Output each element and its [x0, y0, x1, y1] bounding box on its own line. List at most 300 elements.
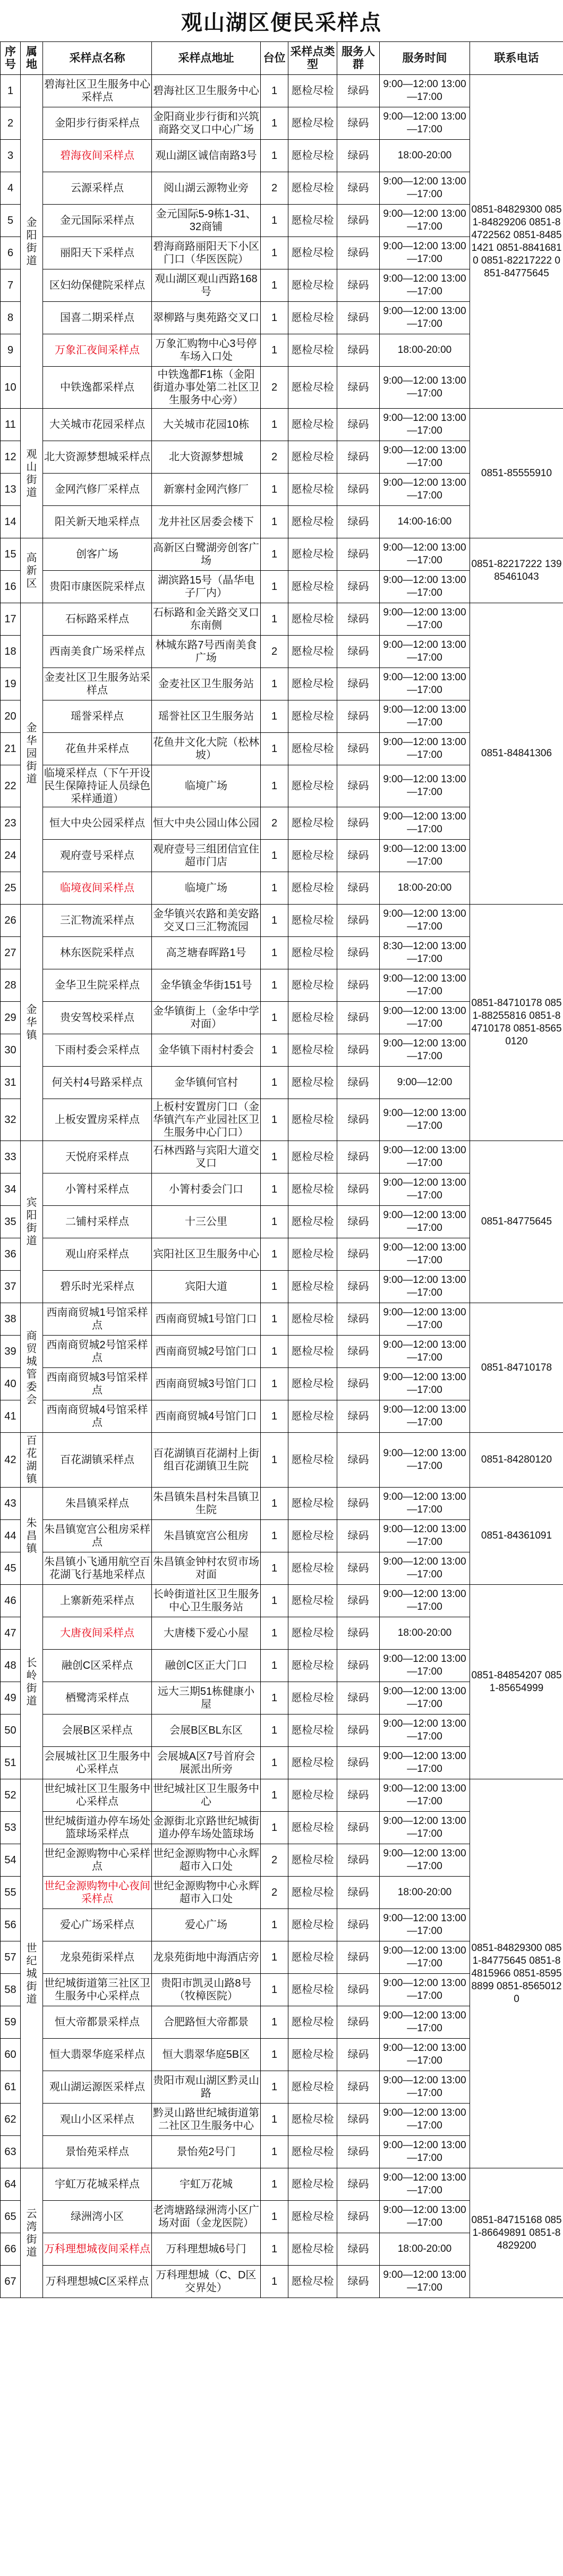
site-type: 愿检尽检 — [288, 1650, 337, 1682]
service-crowd: 绿码 — [337, 636, 380, 668]
header-no: 序号 — [1, 42, 21, 75]
site-type: 愿检尽检 — [288, 1552, 337, 1585]
site-name: 世纪金源购物中心采样点 — [43, 1844, 152, 1877]
service-time: 9:00—12:00 13:00—17:00 — [380, 1271, 470, 1303]
site-address: 黔灵山路世纪城街道第二社区卫生服务中心 — [152, 2104, 261, 2136]
site-name: 西南美食广场采样点 — [43, 636, 152, 668]
site-name: 上板安置房采样点 — [43, 1099, 152, 1141]
site-type: 愿检尽检 — [288, 1099, 337, 1141]
row-number: 31 — [1, 1067, 21, 1099]
site-name: 区妇幼保健院采样点 — [43, 269, 152, 302]
site-address: 瑶誉社区卫生服务站 — [152, 700, 261, 733]
contact-phone: 0851-84829300 0851-84775645 0851-84815966 0851-85958899 0851-85650120 — [470, 1779, 563, 2168]
row-number: 29 — [1, 1002, 21, 1034]
station-count: 1 — [261, 937, 288, 969]
service-time: 18:00-20:00 — [380, 334, 470, 367]
site-address: 融创C区正大门口 — [152, 1650, 261, 1682]
area-cell: 金华园街道 — [21, 603, 43, 905]
site-type: 愿检尽检 — [288, 1400, 337, 1433]
station-count: 1 — [261, 1974, 288, 2006]
site-address: 老湾塘路绿洲湾小区广场对面（金龙医院） — [152, 2201, 261, 2233]
row-number: 46 — [1, 1585, 21, 1617]
site-address: 世纪城社区卫生服务中心 — [152, 1779, 261, 1812]
service-time: 9:00—12:00 13:00—17:00 — [380, 1400, 470, 1433]
table-row — [1, 1303, 563, 1336]
site-address: 万科理想城（C、D区交界处） — [152, 2266, 261, 2298]
site-type: 愿检尽检 — [288, 367, 337, 409]
site-address: 林城东路7号西南美食广场 — [152, 636, 261, 668]
row-number: 3 — [1, 140, 21, 172]
service-time: 9:00—12:00 13:00—17:00 — [380, 237, 470, 269]
service-crowd: 绿码 — [337, 1002, 380, 1034]
site-type: 愿检尽检 — [288, 1271, 337, 1303]
service-time: 9:00—12:00 13:00—17:00 — [380, 1650, 470, 1682]
site-address: 宾阳社区卫生服务中心 — [152, 1238, 261, 1271]
site-type: 愿检尽检 — [288, 1488, 337, 1520]
site-type: 愿检尽检 — [288, 269, 337, 302]
row-number: 65 — [1, 2201, 21, 2233]
station-count: 1 — [261, 107, 288, 140]
station-count: 1 — [261, 2136, 288, 2168]
service-crowd: 绿码 — [337, 1206, 380, 1238]
header-crowd: 服务人群 — [337, 42, 380, 75]
service-time: 9:00—12:00 13:00—17:00 — [380, 905, 470, 937]
row-number: 10 — [1, 367, 21, 409]
header-area: 属地 — [21, 42, 43, 75]
page-title: 观山湖区便民采样点 — [181, 11, 382, 35]
site-address: 金华镇兴农路和美安路交叉口三汇物流园 — [152, 905, 261, 937]
site-name: 爱心广场采样点 — [43, 1909, 152, 1941]
contact-phone: 0851-84841306 — [470, 603, 563, 905]
row-number: 55 — [1, 1877, 21, 1909]
station-count: 1 — [261, 1206, 288, 1238]
row-number: 50 — [1, 1714, 21, 1747]
row-number: 25 — [1, 872, 21, 905]
area-cell: 云湾街道 — [21, 2168, 43, 2298]
site-name: 恒大帝都景采样点 — [43, 2006, 152, 2039]
station-count: 1 — [261, 1520, 288, 1552]
site-name: 世纪城街道第三社区卫生服务中心采样点 — [43, 1974, 152, 2006]
site-name: 北大资源梦想城采样点 — [43, 441, 152, 474]
station-count: 1 — [261, 1099, 288, 1141]
service-crowd: 绿码 — [337, 2039, 380, 2071]
service-time: 9:00—12:00 13:00—17:00 — [380, 1034, 470, 1067]
site-name: 百花湖镇采样点 — [43, 1433, 152, 1488]
service-time: 9:00—12:00 13:00—17:00 — [380, 2039, 470, 2071]
site-name: 金华卫生院采样点 — [43, 969, 152, 1002]
service-crowd: 绿码 — [337, 1941, 380, 1974]
station-count: 1 — [261, 237, 288, 269]
site-type: 愿检尽检 — [288, 872, 337, 905]
service-crowd: 绿码 — [337, 1682, 380, 1714]
station-count: 1 — [261, 1336, 288, 1368]
site-type: 愿检尽检 — [288, 2136, 337, 2168]
site-type: 愿检尽检 — [288, 1812, 337, 1844]
row-number: 15 — [1, 538, 21, 571]
site-type: 愿检尽检 — [288, 1747, 337, 1779]
site-type: 愿检尽检 — [288, 1002, 337, 1034]
service-crowd: 绿码 — [337, 1173, 380, 1206]
site-type: 愿检尽检 — [288, 1141, 337, 1173]
header-name: 采样点名称 — [43, 42, 152, 75]
site-type: 愿检尽检 — [288, 2039, 337, 2071]
site-type: 愿检尽检 — [288, 1974, 337, 2006]
site-address: 会展B区BL东区 — [152, 1714, 261, 1747]
site-name: 金网汽修厂采样点 — [43, 474, 152, 506]
station-count: 1 — [261, 1714, 288, 1747]
service-time: 9:00—12:00 13:00—17:00 — [380, 840, 470, 872]
row-number: 63 — [1, 2136, 21, 2168]
site-address: 观山湖区观山西路168号 — [152, 269, 261, 302]
site-name: 龙泉苑街采样点 — [43, 1941, 152, 1974]
site-type: 愿检尽检 — [288, 969, 337, 1002]
row-number: 43 — [1, 1488, 21, 1520]
station-count: 1 — [261, 1617, 288, 1650]
service-time: 9:00—12:00 13:00—17:00 — [380, 1941, 470, 1974]
site-address: 朱昌镇宽宫公租房 — [152, 1520, 261, 1552]
row-number: 35 — [1, 1206, 21, 1238]
header-count: 台位 — [261, 42, 288, 75]
row-number: 6 — [1, 237, 21, 269]
station-count: 1 — [261, 733, 288, 765]
table-row — [1, 1779, 563, 1812]
service-crowd: 绿码 — [337, 1585, 380, 1617]
site-type: 愿检尽检 — [288, 1034, 337, 1067]
site-name: 上寨新苑采样点 — [43, 1585, 152, 1617]
site-address: 恒大翡翠华庭5B区 — [152, 2039, 261, 2071]
row-number: 24 — [1, 840, 21, 872]
row-number: 5 — [1, 205, 21, 237]
site-type: 愿检尽检 — [288, 1303, 337, 1336]
row-number: 2 — [1, 107, 21, 140]
service-time: 9:00—12:00 13:00—17:00 — [380, 733, 470, 765]
station-count: 1 — [261, 1271, 288, 1303]
row-number: 53 — [1, 1812, 21, 1844]
station-count: 1 — [261, 2233, 288, 2266]
service-crowd: 绿码 — [337, 1877, 380, 1909]
service-crowd: 绿码 — [337, 1336, 380, 1368]
contact-phone: 0851-84829300 0851-84829206 0851-84722562 0851-84851421 0851-88416810 0851-82217222 0851-84775645 — [470, 75, 563, 409]
service-crowd: 绿码 — [337, 1034, 380, 1067]
service-time: 9:00—12:00 13:00—17:00 — [380, 2006, 470, 2039]
sampling-points-table — [0, 41, 563, 2298]
site-name: 三汇物流采样点 — [43, 905, 152, 937]
site-type: 愿检尽检 — [288, 1617, 337, 1650]
row-number: 56 — [1, 1909, 21, 1941]
site-name: 碧海夜间采样点 — [43, 140, 152, 172]
row-number: 36 — [1, 1238, 21, 1271]
table-row — [1, 1433, 563, 1488]
site-name: 西南商贸城1号馆采样点 — [43, 1303, 152, 1336]
row-number: 62 — [1, 2104, 21, 2136]
site-name: 二铺村采样点 — [43, 1206, 152, 1238]
site-name: 西南商贸城3号馆采样点 — [43, 1368, 152, 1400]
service-time: 9:00—12:00 13:00—17:00 — [380, 2266, 470, 2298]
site-name: 观山湖运源医采样点 — [43, 2071, 152, 2104]
site-type: 愿检尽检 — [288, 603, 337, 636]
contact-phone: 0851-85555910 — [470, 409, 563, 538]
site-name: 云源采样点 — [43, 172, 152, 205]
row-number: 61 — [1, 2071, 21, 2104]
header-phone: 联系电话 — [470, 42, 563, 75]
service-crowd: 绿码 — [337, 872, 380, 905]
table-row — [1, 2168, 563, 2201]
row-number: 41 — [1, 1400, 21, 1433]
row-number: 33 — [1, 1141, 21, 1173]
table-row — [1, 905, 563, 937]
service-crowd: 绿码 — [337, 1271, 380, 1303]
area-cell: 世纪城街道 — [21, 1779, 43, 2168]
service-crowd: 绿码 — [337, 140, 380, 172]
contact-phone: 0851-84854207 0851-85654999 — [470, 1585, 563, 1779]
site-type: 愿检尽检 — [288, 2168, 337, 2201]
row-number: 9 — [1, 334, 21, 367]
service-time: 9:00—12:00 13:00—17:00 — [380, 1141, 470, 1173]
site-name: 朱昌镇小飞通用航空百花湖飞行基地采样点 — [43, 1552, 152, 1585]
site-address: 观府壹号三组团信宜住超市门店 — [152, 840, 261, 872]
service-crowd: 绿码 — [337, 937, 380, 969]
service-time: 9:00—12:00 13:00—17:00 — [380, 1909, 470, 1941]
site-address: 贵阳市凯灵山路8号（牧樟医院） — [152, 1974, 261, 2006]
site-name: 观山府采样点 — [43, 1238, 152, 1271]
site-address: 朱昌镇金钟村农贸市场对面 — [152, 1552, 261, 1585]
service-time: 9:00—12:00 13:00—17:00 — [380, 205, 470, 237]
site-name: 朱昌镇宽宫公租房采样点 — [43, 1520, 152, 1552]
site-address: 新寨村金网汽修厂 — [152, 474, 261, 506]
station-count: 1 — [261, 75, 288, 107]
site-address: 西南商贸城1号馆门口 — [152, 1303, 261, 1336]
site-type: 愿检尽检 — [288, 172, 337, 205]
site-type: 愿检尽检 — [288, 1941, 337, 1974]
site-address: 高新区白鹭湖旁创客广场 — [152, 538, 261, 571]
site-type: 愿检尽检 — [288, 765, 337, 807]
row-number: 51 — [1, 1747, 21, 1779]
site-type: 愿检尽检 — [288, 807, 337, 840]
site-type: 愿检尽检 — [288, 538, 337, 571]
site-type: 愿检尽检 — [288, 733, 337, 765]
site-type: 愿检尽检 — [288, 1585, 337, 1617]
row-number: 26 — [1, 905, 21, 937]
site-name: 朱昌镇采样点 — [43, 1488, 152, 1520]
site-address: 临境广场 — [152, 872, 261, 905]
service-crowd: 绿码 — [337, 2233, 380, 2266]
row-number: 48 — [1, 1650, 21, 1682]
site-address: 贵阳市观山湖区黔灵山路 — [152, 2071, 261, 2104]
site-address: 小箐村委会门口 — [152, 1173, 261, 1206]
station-count: 1 — [261, 302, 288, 334]
site-address: 金华镇何官村 — [152, 1067, 261, 1099]
row-number: 32 — [1, 1099, 21, 1141]
site-name: 世纪城社区卫生服务中心采样点 — [43, 1779, 152, 1812]
site-name: 融创C区采样点 — [43, 1650, 152, 1682]
site-address: 景怡苑2号门 — [152, 2136, 261, 2168]
site-type: 愿检尽检 — [288, 2233, 337, 2266]
table-row — [1, 538, 563, 571]
site-address: 金华镇金华街151号 — [152, 969, 261, 1002]
service-time: 9:00—12:00 13:00—17:00 — [380, 441, 470, 474]
site-address: 万科理想城6号门 — [152, 2233, 261, 2266]
table-row — [1, 603, 563, 636]
site-type: 愿检尽检 — [288, 237, 337, 269]
service-time: 9:00—12:00 13:00—17:00 — [380, 1433, 470, 1488]
site-name: 碧乐时光采样点 — [43, 1271, 152, 1303]
service-time: 18:00-20:00 — [380, 2233, 470, 2266]
site-type: 愿检尽检 — [288, 937, 337, 969]
site-address: 金华镇下雨村村委会 — [152, 1034, 261, 1067]
site-address: 金元国际5-9栋1-31、32商铺 — [152, 205, 261, 237]
station-count: 1 — [261, 1400, 288, 1433]
row-number: 16 — [1, 571, 21, 603]
service-crowd: 绿码 — [337, 1779, 380, 1812]
row-number: 37 — [1, 1271, 21, 1303]
station-count: 1 — [261, 1002, 288, 1034]
area-cell: 宾阳街道 — [21, 1141, 43, 1303]
service-time: 9:00—12:00 13:00—17:00 — [380, 1206, 470, 1238]
row-number: 47 — [1, 1617, 21, 1650]
service-time: 9:00—12:00 13:00—17:00 — [380, 409, 470, 441]
row-number: 39 — [1, 1336, 21, 1368]
station-count: 1 — [261, 1433, 288, 1488]
site-address: 阅山湖云源物业旁 — [152, 172, 261, 205]
service-crowd: 绿码 — [337, 2071, 380, 2104]
station-count: 1 — [261, 1368, 288, 1400]
service-crowd: 绿码 — [337, 733, 380, 765]
service-crowd: 绿码 — [337, 2136, 380, 2168]
station-count: 2 — [261, 367, 288, 409]
service-time: 9:00—12:00 13:00—17:00 — [380, 2104, 470, 2136]
service-crowd: 绿码 — [337, 668, 380, 700]
site-type: 愿检尽检 — [288, 409, 337, 441]
site-address: 会展城A区7号首府会展派出所旁 — [152, 1747, 261, 1779]
site-address: 碧海商路丽阳天下小区门口（华医医院） — [152, 237, 261, 269]
station-count: 1 — [261, 538, 288, 571]
table-row — [1, 1141, 563, 1173]
service-time: 9:00—12:00 13:00—17:00 — [380, 538, 470, 571]
site-name: 万科理想城夜间采样点 — [43, 2233, 152, 2266]
site-address: 长岭街道社区卫生服务中心卫生服务站 — [152, 1585, 261, 1617]
row-number: 23 — [1, 807, 21, 840]
site-name: 阳关新天地采样点 — [43, 506, 152, 538]
service-time: 8:30—12:00 13:00—17:00 — [380, 937, 470, 969]
site-type: 愿检尽检 — [288, 75, 337, 107]
site-type: 愿检尽检 — [288, 506, 337, 538]
site-address: 世纪金源购物中心永辉超市入口处 — [152, 1877, 261, 1909]
service-crowd: 绿码 — [337, 1974, 380, 2006]
service-crowd: 绿码 — [337, 1844, 380, 1877]
station-count: 1 — [261, 205, 288, 237]
service-crowd: 绿码 — [337, 1520, 380, 1552]
station-count: 1 — [261, 840, 288, 872]
row-number: 57 — [1, 1941, 21, 1974]
station-count: 2 — [261, 636, 288, 668]
site-type: 愿检尽检 — [288, 1682, 337, 1714]
contact-phone: 0851-84710178 — [470, 1303, 563, 1433]
site-address: 中铁逸都F1栋（金阳街道办事处第二社区卫生服务中心旁） — [152, 367, 261, 409]
service-time: 18:00-20:00 — [380, 1617, 470, 1650]
station-count: 1 — [261, 1238, 288, 1271]
contact-phone: 0851-84361091 — [470, 1488, 563, 1585]
site-name: 国喜二期采样点 — [43, 302, 152, 334]
site-name: 万象汇夜间采样点 — [43, 334, 152, 367]
station-count: 1 — [261, 2266, 288, 2298]
site-address: 宾阳大道 — [152, 1271, 261, 1303]
service-time: 9:00—12:00 13:00—17:00 — [380, 1812, 470, 1844]
service-time: 9:00—12:00 13:00—17:00 — [380, 1552, 470, 1585]
site-name: 万科理想城C区采样点 — [43, 2266, 152, 2298]
row-number: 52 — [1, 1779, 21, 1812]
row-number: 12 — [1, 441, 21, 474]
service-crowd: 绿码 — [337, 269, 380, 302]
station-count: 2 — [261, 172, 288, 205]
site-type: 愿检尽检 — [288, 441, 337, 474]
station-count: 1 — [261, 2071, 288, 2104]
site-name: 会展B区采样点 — [43, 1714, 152, 1747]
service-crowd: 绿码 — [337, 1433, 380, 1488]
service-time: 9:00—12:00 13:00—17:00 — [380, 765, 470, 807]
station-count: 1 — [261, 2104, 288, 2136]
station-count: 1 — [261, 1779, 288, 1812]
service-time: 9:00—12:00 13:00—17:00 — [380, 1238, 470, 1271]
table-header-row — [1, 42, 563, 75]
service-crowd: 绿码 — [337, 2266, 380, 2298]
station-count: 1 — [261, 2168, 288, 2201]
station-count: 1 — [261, 1141, 288, 1173]
service-crowd: 绿码 — [337, 1141, 380, 1173]
site-type: 愿检尽检 — [288, 2006, 337, 2039]
row-number: 20 — [1, 700, 21, 733]
service-crowd: 绿码 — [337, 538, 380, 571]
station-count: 1 — [261, 603, 288, 636]
row-number: 44 — [1, 1520, 21, 1552]
service-time: 18:00-20:00 — [380, 1877, 470, 1909]
site-name: 恒大中央公园采样点 — [43, 807, 152, 840]
row-number: 54 — [1, 1844, 21, 1877]
station-count: 1 — [261, 1488, 288, 1520]
service-crowd: 绿码 — [337, 2168, 380, 2201]
site-address: 远大三期51栋健康小屋 — [152, 1682, 261, 1714]
service-crowd: 绿码 — [337, 237, 380, 269]
service-crowd: 绿码 — [337, 474, 380, 506]
table-row — [1, 1585, 563, 1617]
service-time: 9:00—12:00 13:00—17:00 — [380, 1747, 470, 1779]
service-crowd: 绿码 — [337, 1812, 380, 1844]
row-number: 13 — [1, 474, 21, 506]
site-name: 天悦府采样点 — [43, 1141, 152, 1173]
area-cell: 金华镇 — [21, 905, 43, 1141]
area-cell: 金阳街道 — [21, 75, 43, 409]
row-number: 66 — [1, 2233, 21, 2266]
service-crowd: 绿码 — [337, 302, 380, 334]
site-address: 恒大中央公园山体公园 — [152, 807, 261, 840]
service-crowd: 绿码 — [337, 205, 380, 237]
service-time: 9:00—12:00 13:00—17:00 — [380, 2168, 470, 2201]
site-address: 石标路和金关路交叉口东南侧 — [152, 603, 261, 636]
site-type: 愿检尽检 — [288, 2201, 337, 2233]
station-count: 1 — [261, 1585, 288, 1617]
site-type: 愿检尽检 — [288, 1844, 337, 1877]
station-count: 1 — [261, 506, 288, 538]
row-number: 64 — [1, 2168, 21, 2201]
service-time: 9:00—12:00 13:00—17:00 — [380, 700, 470, 733]
service-time: 14:00-16:00 — [380, 506, 470, 538]
site-name: 西南商贸城2号馆采样点 — [43, 1336, 152, 1368]
row-number: 18 — [1, 636, 21, 668]
contact-phone: 0851-82217222 13985461043 — [470, 538, 563, 603]
row-number: 1 — [1, 75, 21, 107]
service-time: 9:00—12:00 13:00—17:00 — [380, 1488, 470, 1520]
service-crowd: 绿码 — [337, 571, 380, 603]
service-time: 9:00—12:00 13:00—17:00 — [380, 2201, 470, 2233]
